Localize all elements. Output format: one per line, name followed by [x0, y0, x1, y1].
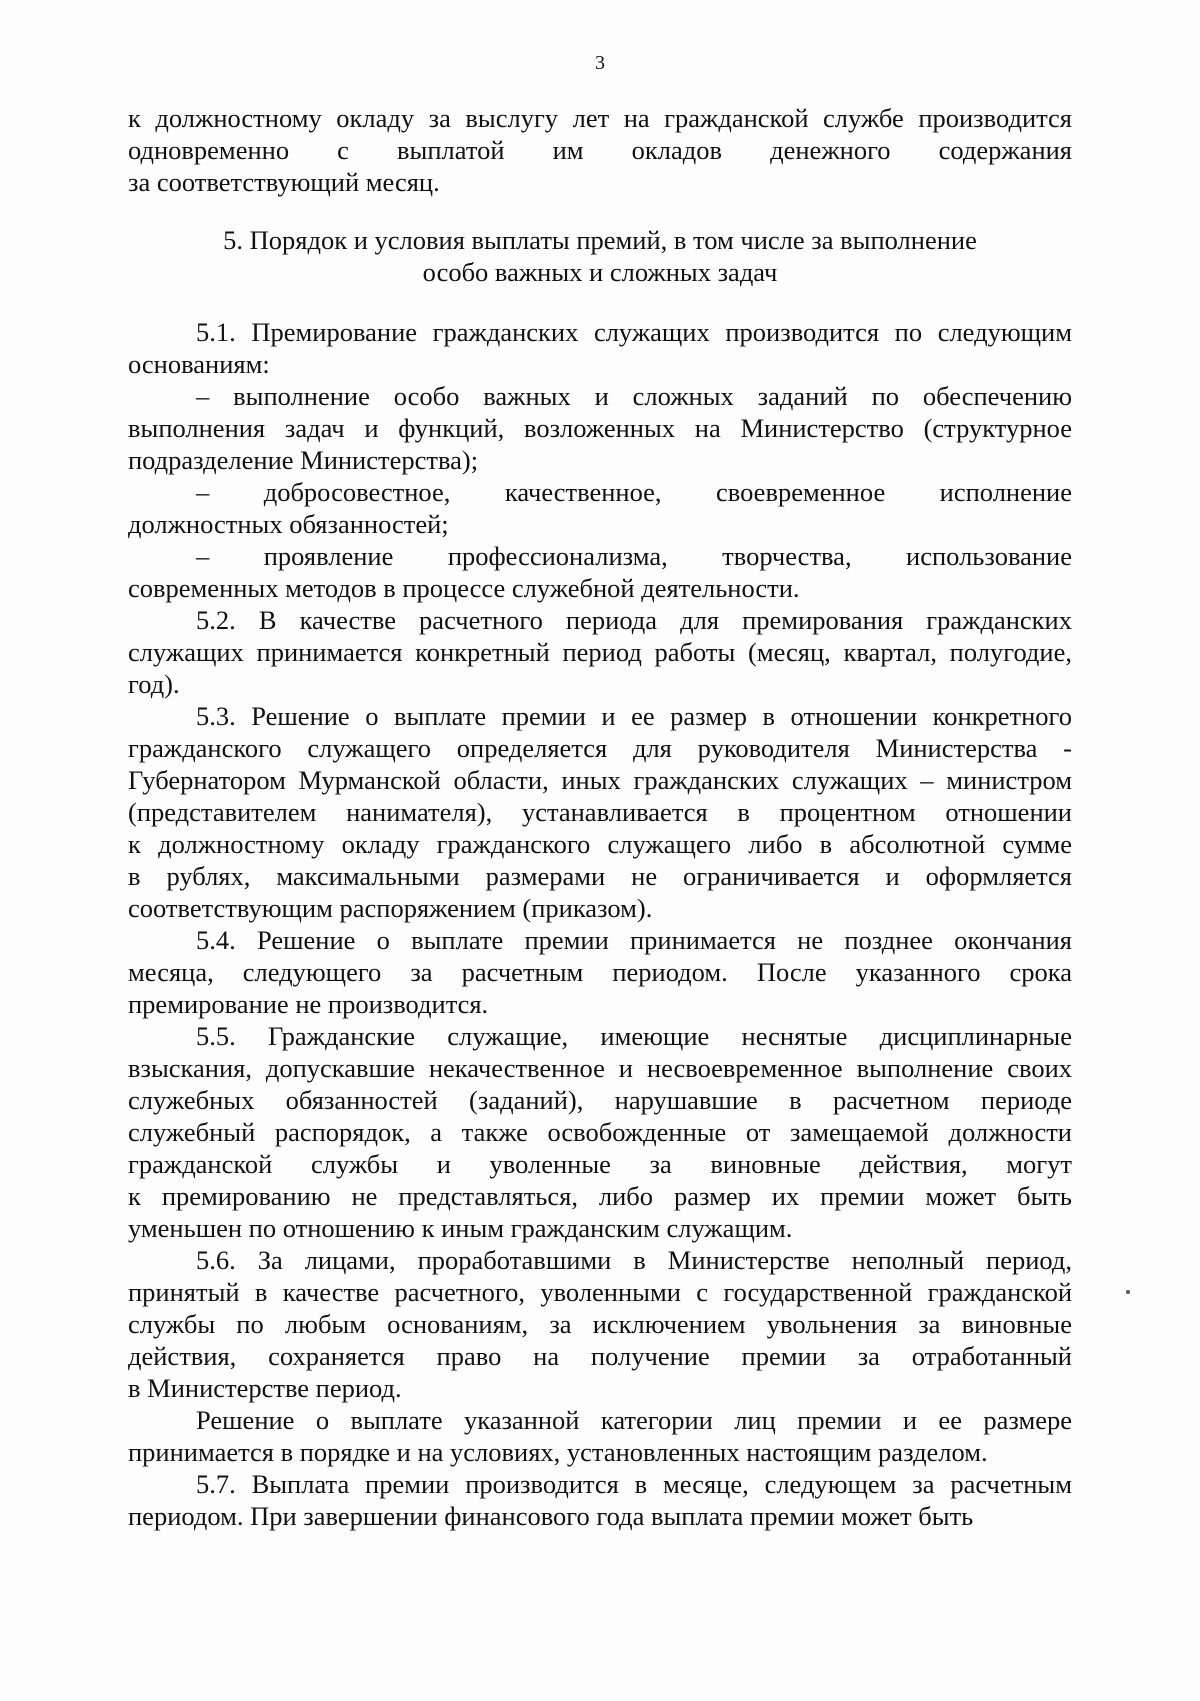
text-line: к должностному окладу за выслугу лет на гражданской службе производится [128, 103, 1072, 133]
text-line: 5.1. Премирование гражданских служащих производится по следующим [196, 317, 1072, 347]
text-line: к премированию не представляться, либо размер их премии может быть [128, 1181, 1072, 1211]
text-line: гражданского служащего определяется для руководителя Министерства - [128, 733, 1072, 763]
page-number: 3 [595, 52, 605, 74]
text-line: – проявление профессионализма, творчества, использование [196, 541, 1072, 571]
section-paragraphs [128, 316, 1072, 1532]
text-line: подразделение Министерства); [128, 445, 479, 475]
paragraph [128, 604, 1072, 700]
text-line: за соответствующий месяц. [128, 167, 440, 197]
text-line: действия, сохраняется право на получение премии за отработанный [128, 1341, 1072, 1371]
paragraph [128, 1244, 1072, 1404]
paragraph [128, 316, 1072, 380]
text-line: 5.7. Выплата премии производится в месяце, следующем за расчетным [196, 1469, 1072, 1499]
text-line: принятый в качестве расчетного, уволенными с государственной гражданской [128, 1277, 1072, 1307]
text-line: выполнения задач и функций, возложенных на Министерство (структурное [128, 413, 1072, 443]
section-title [128, 224, 1072, 288]
text-line: 5.3. Решение о выплате премии и ее размер в отношении конкретного [196, 701, 1072, 731]
text-line: должностных обязанностей; [128, 509, 449, 539]
text-line: в Министерстве период. [128, 1373, 402, 1403]
text-line: уменьшен по отношению к иным гражданским служащим. [128, 1213, 793, 1243]
section-title-line: 5. Порядок и условия выплаты премий, в том числе за выполнение [223, 225, 977, 255]
text-line: служебный распорядок, а также освобожденные от замещаемой должности [128, 1117, 1072, 1147]
text-line: 5.5. Гражданские служащие, имеющие неснятые дисциплинарные [196, 1021, 1072, 1051]
text-line: в рублях, максимальными размерами не ограничивается и оформляется [128, 861, 1072, 891]
text-line: премирование не производится. [128, 989, 489, 1019]
text-line: соответствующим распоряжением (приказом). [128, 893, 653, 923]
text-line: год). [128, 669, 180, 699]
text-line: к должностному окладу гражданского служащего либо в абсолютной сумме [128, 829, 1072, 859]
text-line: служебных обязанностей (заданий), нарушавшие в расчетном периоде [128, 1085, 1072, 1115]
scan-speck [1126, 1290, 1130, 1294]
text-line: службы по любым основаниям, за исключением увольнения за виновные [128, 1309, 1072, 1339]
paragraph [128, 924, 1072, 1020]
text-line: Решение о выплате указанной категории лиц премии и ее размере [196, 1405, 1072, 1435]
document-body [128, 102, 1072, 1532]
text-line: взыскания, допускавшие некачественное и несвоевременное выполнение своих [128, 1053, 1072, 1083]
text-line: одновременно с выплатой им окладов денежного содержания [128, 135, 1072, 165]
text-line: месяца, следующего за расчетным периодом. После указанного срока [128, 957, 1072, 987]
text-line: 5.6. За лицами, проработавшими в Министерстве неполный период, [196, 1245, 1072, 1275]
section-title-line: особо важных и сложных задач [422, 257, 778, 287]
intro-paragraph [128, 102, 1072, 198]
text-line: служащих принимается конкретный период работы (месяц, квартал, полугодие, [128, 637, 1072, 667]
paragraph [128, 700, 1072, 924]
paragraph [128, 1404, 1072, 1468]
text-line: 5.4. Решение о выплате премии принимается не позднее окончания [196, 925, 1072, 955]
paragraph [128, 380, 1072, 476]
paragraph [128, 1020, 1072, 1244]
text-line: гражданской службы и уволенные за виновные действия, могут [128, 1149, 1072, 1179]
text-line: основаниям: [128, 349, 270, 379]
paragraph [128, 476, 1072, 540]
paragraph [128, 540, 1072, 604]
text-line: принимается в порядке и на условиях, установленных настоящим разделом. [128, 1437, 988, 1467]
text-line: (представителем нанимателя), устанавливается в процентном отношении [128, 797, 1072, 827]
text-line: – добросовестное, качественное, своевременное исполнение [196, 477, 1072, 507]
text-line: – выполнение особо важных и сложных заданий по обеспечению [196, 381, 1072, 411]
paragraph [128, 1468, 1072, 1532]
text-line: современных методов в процессе служебной деятельности. [128, 573, 800, 603]
text-line: периодом. При завершении финансового года выплата премии может быть [128, 1501, 974, 1531]
text-line: 5.2. В качестве расчетного периода для премирования гражданских [196, 605, 1072, 635]
text-line: Губернатором Мурманской области, иных гражданских служащих – министром [128, 765, 1072, 795]
